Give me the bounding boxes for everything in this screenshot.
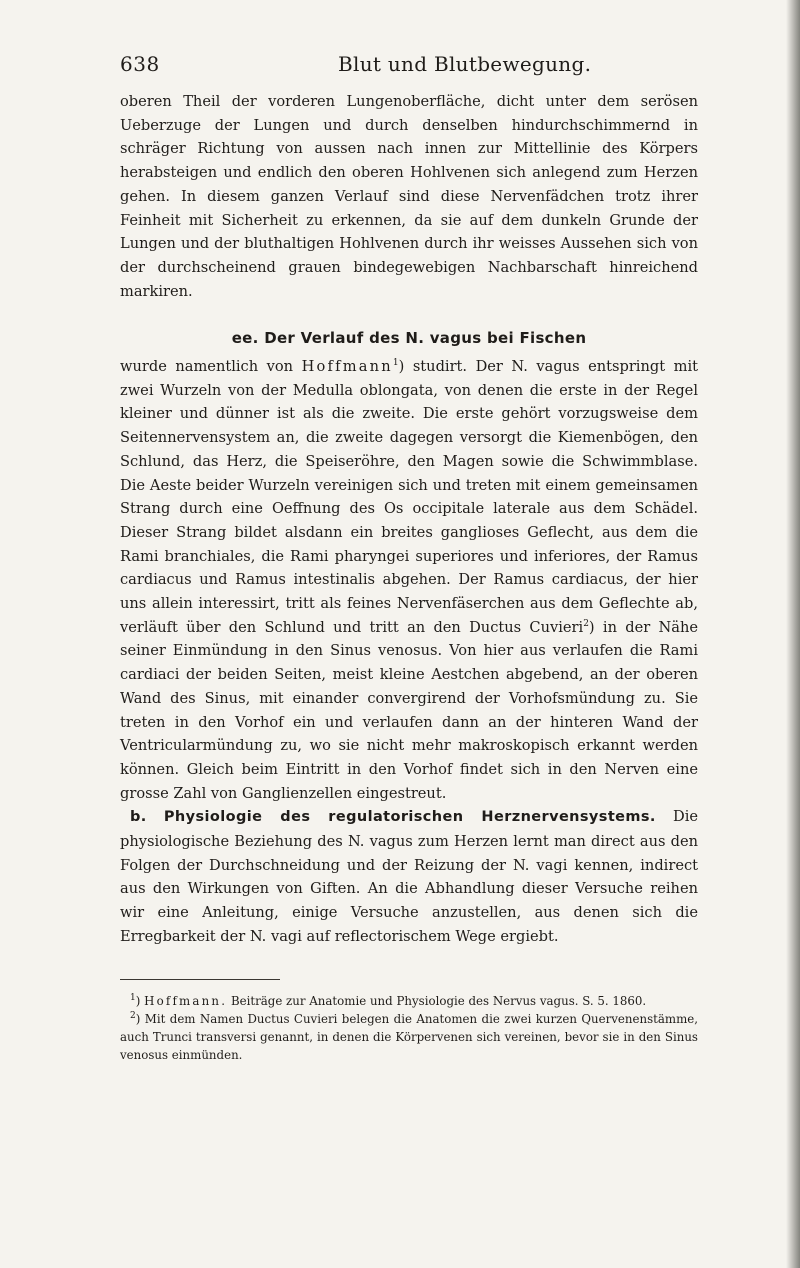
section-b-prefix: b. — [130, 809, 147, 826]
section-heading-ee — [120, 329, 698, 347]
footnote-ref-1: 1 — [392, 358, 399, 369]
section-b-title: Physiologie des regulatorischen Herznervensystems. — [163, 809, 656, 826]
footnote-2-text: Mit dem Namen Ductus Cuvieri belegen die Anatomen die zwei kurzen Quervenenstämme, auch Trunci transversi genannt, in denen die Körpervenen sich vereinen, bevor sie in den Sinus venosus einmünden. — [120, 1011, 698, 1063]
section-b-text: Die physiologische Beziehung des N. vagus zum Herzen lernt man direct aus den Folgen der Durchschneidung und der Reizung der N. vagi kennen, indirect aus den Wirkungen von Giften. An die Abhandlung dieser Versuche reihen wir eine Anleitung, einige Versuche anzustellen, aus denen sich die Erregbarkeit der N. vagi auf reflectorischem Wege ergiebt. — [120, 808, 699, 945]
paragraph-3 — [120, 805, 698, 948]
section-ee-prefix: ee. — [231, 329, 259, 347]
footnote-2-marker: 2 — [130, 1010, 136, 1021]
footnote-1: $^1$) Hoffmann. Beiträge zur Anatomie und Physiologie des Nervus vagus. S. 5. 1860. — [130, 992, 647, 1008]
author-hoffmann: Hoffmann — [301, 358, 393, 375]
footnote-1-marker: 1 — [130, 992, 136, 1003]
section-ee-title: Der Verlauf des N. vagus bei Fischen — [264, 329, 587, 347]
paragraph-2-text-b: in der Nähe seiner Einmündung in den Sinus venosus. Von hier aus verlaufen die Rami cardiaci der beiden Seiten, meist kleine Aestchen abgebend, an der oberen Wand des Sinus, mit einander convergirend der Vorhofsmündung zu. Sie treten in den Vorhof ein und verlaufen dann an der hinteren Wand der Ventricularmündung zu, wo sie nicht mehr makroskopisch erkannt werden können. Gleich beim Eintritt in den Vorhof findet sich in den Nerven eine grosse Zahl von Ganglienzellen eingestreut. — [120, 618, 698, 802]
page-number: 638 — [120, 52, 160, 76]
footnote-divider — [120, 979, 280, 980]
footnote-ref-2: 2 — [583, 618, 589, 629]
paragraph-1: oberen Theil der vorderen Lungenoberfläche, dicht unter dem serösen Ueberzuge der Lungen und durch denselben hindurchschimmernd in schräger Richtung von aussen nach innen zur Mittellinie des Körpers herabsteigen und endlich den oberen Hohlvenen sich anlegend zum Herzen gehen. In diesem ganzen Verlauf sind diese Nervenfädchen trotz ihrer Feinheit mit Sicherheit zu erkennen, da sie auf dem dunkeln Grunde der Lungen und der bluthaltigen Hohlvenen durch ihr weisses Aussehen sich von der durchscheinend grauen bindegewebigen Nachbarschaft hinreichend markiren. — [120, 93, 698, 300]
paragraph-2-text-a: studirt. Der N. vagus entspringt mit zwei Wurzeln von der Medulla oblongata, von denen die erste in der Regel kleiner und dünner ist als die zweite. Die erste gehört vorzugsweise dem Seitennervensystem an, die zweite dagegen versorgt die Kiemenbögen, den Schlund, das Herz, die Speiseröhre, den Magen sowie die Schwimmblase. Die Aeste beider Wurzeln vereinigen sich und treten mit einem gemeinsamen Strang durch eine Oeffnung des Os occipitale laterale aus dem Schädel. Dieser Strang bildet alsdann ein breites ganglioses Geflecht, aus dem die Rami branchiales, die Rami pharyngei superiores und inferiores, der Ramus cardiacus und Ramus intestinalis abgehen. Der Ramus cardiacus, der hier uns allein interessirt, tritt als feines Nervenfäserchen aus dem Geflechte ab, verläuft über den Schlund und tritt an den Ductus Cuvieri — [120, 358, 698, 636]
page-edge-shadow — [786, 0, 800, 1268]
paragraph-2: wurde namentlich von Hoffmann$^1$) studirt. Der N. vagus entspringt mit zwei Wurzeln von der Medulla oblongata, von denen die erste in der Regel kleiner und dünner ist als die zweite. Die erste gehört vorzugsweise dem Seitennervensystem an, die zweite dagegen versorgt die Kiemenbögen, den Schlund, das Herz, die Speiseröhre, den Magen sowie die Schwimmblase. Die Aeste beider Wurzeln vereinigen sich und treten mit einem gemeinsamen Strang durch eine Oeffnung des Os occipitale laterale aus dem Schädel. Dieser Strang bildet alsdann ein breites ganglioses Geflecht, aus dem die Rami branchiales, die Rami pharyngei superiores und inferiores, der Ramus cardiacus und Ramus intestinalis abgehen. Der Ramus cardiacus, der hier uns allein interessirt, tritt als feines Nervenfäserchen aus dem Geflechte ab, verläuft über den Schlund und tritt an den Ductus Cuvieri$^2$) in der Nähe seiner Einmündung in den Sinus venosus. Von hier aus verlaufen die Rami cardiaci der beiden Seiten, meist kleine Aestchen abgebend, an der oberen Wand des Sinus, mit einander convergirend der Vorhofsmündung zu. Sie treten in den Vorhof ein und verlaufen dann an der hinteren Wand der Ventricularmündung zu, wo sie nicht mehr makroskopisch erkannt werden können. Gleich beim Eintritt in den Vorhof findet sich in den Nerven eine grosse Zahl von Ganglienzellen eingestreut. — [120, 358, 698, 802]
paragraph-2-lead: wurde namentlich von — [120, 358, 294, 375]
footnote-1-text: Beiträge zur Anatomie und Physiologie des Nervus vagus. S. 5. 1860. — [230, 993, 647, 1008]
footnote-2: $^2$) Mit dem Namen Ductus Cuvieri belegen die Anatomen die zwei kurzen Quervenenstämme, auch Trunci transversi genannt, in denen die Körpervenen sich vereinen, bevor sie in den Sinus venosus einmünden. — [120, 1010, 698, 1063]
footnote-1-author: Hoffmann. — [144, 993, 228, 1008]
page-header — [120, 52, 700, 82]
page-body — [120, 90, 698, 1065]
running-title: Blut und Blutbewegung. — [338, 52, 592, 76]
